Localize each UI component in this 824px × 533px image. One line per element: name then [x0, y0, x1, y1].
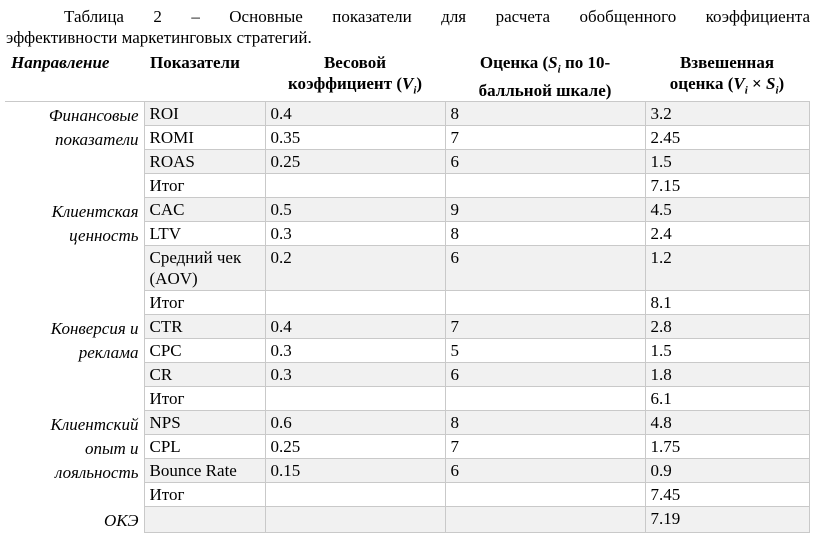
- header-weighted: [645, 51, 809, 102]
- weight-cell: 0.15: [265, 459, 445, 483]
- direction-line: показатели: [55, 130, 139, 150]
- weight-cell: 0.6: [265, 411, 445, 435]
- indicator-cell: Итог: [144, 174, 265, 198]
- table-row: [5, 102, 809, 126]
- score-cell: 6: [445, 459, 645, 483]
- indicator-cell: CAC: [144, 198, 265, 222]
- score-cell: [445, 387, 645, 411]
- header-score-subscript: i: [557, 63, 561, 76]
- score-cell: 7: [445, 315, 645, 339]
- weight-cell: 0.3: [265, 363, 445, 387]
- header-score: [445, 51, 645, 102]
- weighted-cell: 4.8: [645, 411, 809, 435]
- weight-cell: [265, 507, 445, 533]
- header-score-pre: Оценка (: [479, 53, 549, 72]
- indicators-table: [5, 51, 810, 533]
- score-cell: 8: [445, 411, 645, 435]
- indicator-cell: ROAS: [144, 150, 265, 174]
- header-weighted-times: ×: [747, 74, 766, 93]
- weighted-cell: 4.5: [645, 198, 809, 222]
- weighted-cell: 7.19: [645, 507, 809, 533]
- weight-cell: 0.2: [265, 246, 445, 291]
- weight-cell: 0.4: [265, 102, 445, 126]
- indicator-cell: CTR: [144, 315, 265, 339]
- weight-cell: 0.3: [265, 222, 445, 246]
- header-weighted-line1: Взвешенная: [679, 53, 775, 72]
- caption-line-2: эффективности маркетинговых стратегий.: [6, 28, 312, 47]
- indicator-cell: Итог: [144, 387, 265, 411]
- weight-cell: 0.25: [265, 150, 445, 174]
- score-cell: 9: [445, 198, 645, 222]
- weighted-cell: 2.8: [645, 315, 809, 339]
- indicator-cell: ROI: [144, 102, 265, 126]
- table-row-final: [5, 507, 809, 533]
- header-weighted-subscript-1: i: [744, 84, 748, 97]
- header-weighted-line2: оценка (: [669, 74, 734, 93]
- weight-cell: [265, 174, 445, 198]
- indicator-cell: NPS: [144, 411, 265, 435]
- table-row: [5, 411, 809, 435]
- caption-line-1: Таблица 2 – Основные показатели для расчета обобщенного коэффициента: [64, 7, 810, 26]
- direction-cell: [5, 315, 144, 411]
- score-cell: 7: [445, 126, 645, 150]
- weighted-cell: 8.1: [645, 291, 809, 315]
- weighted-cell: 0.9: [645, 459, 809, 483]
- direction-line: лояльность: [55, 462, 139, 482]
- final-direction-cell: ОКЭ: [104, 510, 139, 530]
- weight-cell: 0.4: [265, 315, 445, 339]
- weight-cell: 0.25: [265, 435, 445, 459]
- direction-cell: [5, 411, 144, 507]
- direction-line: Клиентский: [50, 414, 139, 434]
- weighted-cell: 1.75: [645, 435, 809, 459]
- header-score-line1-end: по 10-: [560, 53, 611, 72]
- weighted-cell: 3.2: [645, 102, 809, 126]
- weight-cell: [265, 483, 445, 507]
- weighted-cell: 7.45: [645, 483, 809, 507]
- indicator-cell: Средний чек (AOV): [144, 246, 265, 291]
- indicator-cell: CR: [144, 363, 265, 387]
- header-weight-line2: коэффициент (: [287, 74, 402, 93]
- score-cell: [445, 483, 645, 507]
- indicator-cell: Итог: [144, 291, 265, 315]
- direction-cell: [5, 102, 144, 198]
- weight-cell: 0.35: [265, 126, 445, 150]
- direction-cell: [5, 198, 144, 315]
- weighted-cell: 6.1: [645, 387, 809, 411]
- indicator-cell: [144, 507, 265, 533]
- indicator-cell: LTV: [144, 222, 265, 246]
- indicator-cell: Итог: [144, 483, 265, 507]
- table-row: [5, 198, 809, 222]
- weighted-cell: 2.4: [645, 222, 809, 246]
- weight-cell: [265, 387, 445, 411]
- score-cell: 5: [445, 339, 645, 363]
- weighted-cell: 1.8: [645, 363, 809, 387]
- direction-line: ценность: [69, 225, 139, 245]
- header-weight-close: ): [416, 74, 423, 93]
- header-weighted-close: ): [778, 74, 785, 93]
- weighted-cell: 1.2: [645, 246, 809, 291]
- score-cell: 7: [445, 435, 645, 459]
- indicator-cell: CPC: [144, 339, 265, 363]
- table-header-row: [5, 51, 809, 102]
- score-cell: 8: [445, 222, 645, 246]
- table-caption: [6, 6, 810, 48]
- header-weighted-symbol-s: S: [765, 74, 776, 93]
- header-weight-symbol: V: [401, 74, 414, 93]
- score-cell: 6: [445, 363, 645, 387]
- weighted-cell: 1.5: [645, 339, 809, 363]
- weighted-cell: 1.5: [645, 150, 809, 174]
- weighted-cell: 2.45: [645, 126, 809, 150]
- indicator-cell: CPL: [144, 435, 265, 459]
- header-indicators: Показатели: [144, 51, 265, 102]
- header-weight-line1: Весовой: [323, 53, 387, 72]
- header-weighted-symbol-v: V: [733, 74, 745, 93]
- direction-line: реклама: [78, 342, 139, 362]
- score-cell: 6: [445, 150, 645, 174]
- weight-cell: 0.5: [265, 198, 445, 222]
- direction-line: Клиентская: [51, 201, 139, 221]
- weighted-cell: 7.15: [645, 174, 809, 198]
- header-direction: Направление: [5, 51, 144, 102]
- weight-cell: 0.3: [265, 339, 445, 363]
- header-weight: [265, 51, 445, 102]
- header-weighted-subscript-2: i: [775, 84, 779, 97]
- score-cell: 8: [445, 102, 645, 126]
- weight-cell: [265, 291, 445, 315]
- table-row: [5, 315, 809, 339]
- direction-line: Финансовые: [48, 106, 139, 126]
- direction-line: Конверсия и: [50, 318, 139, 338]
- score-cell: [445, 507, 645, 533]
- header-weight-subscript: i: [413, 84, 417, 97]
- direction-line: опыт и: [84, 438, 139, 458]
- score-cell: 6: [445, 246, 645, 291]
- header-score-line2: балльной шкале): [478, 81, 612, 101]
- score-cell: [445, 174, 645, 198]
- score-cell: [445, 291, 645, 315]
- indicator-cell: ROMI: [144, 126, 265, 150]
- header-score-symbol: S: [548, 53, 558, 72]
- indicator-cell: Bounce Rate: [144, 459, 265, 483]
